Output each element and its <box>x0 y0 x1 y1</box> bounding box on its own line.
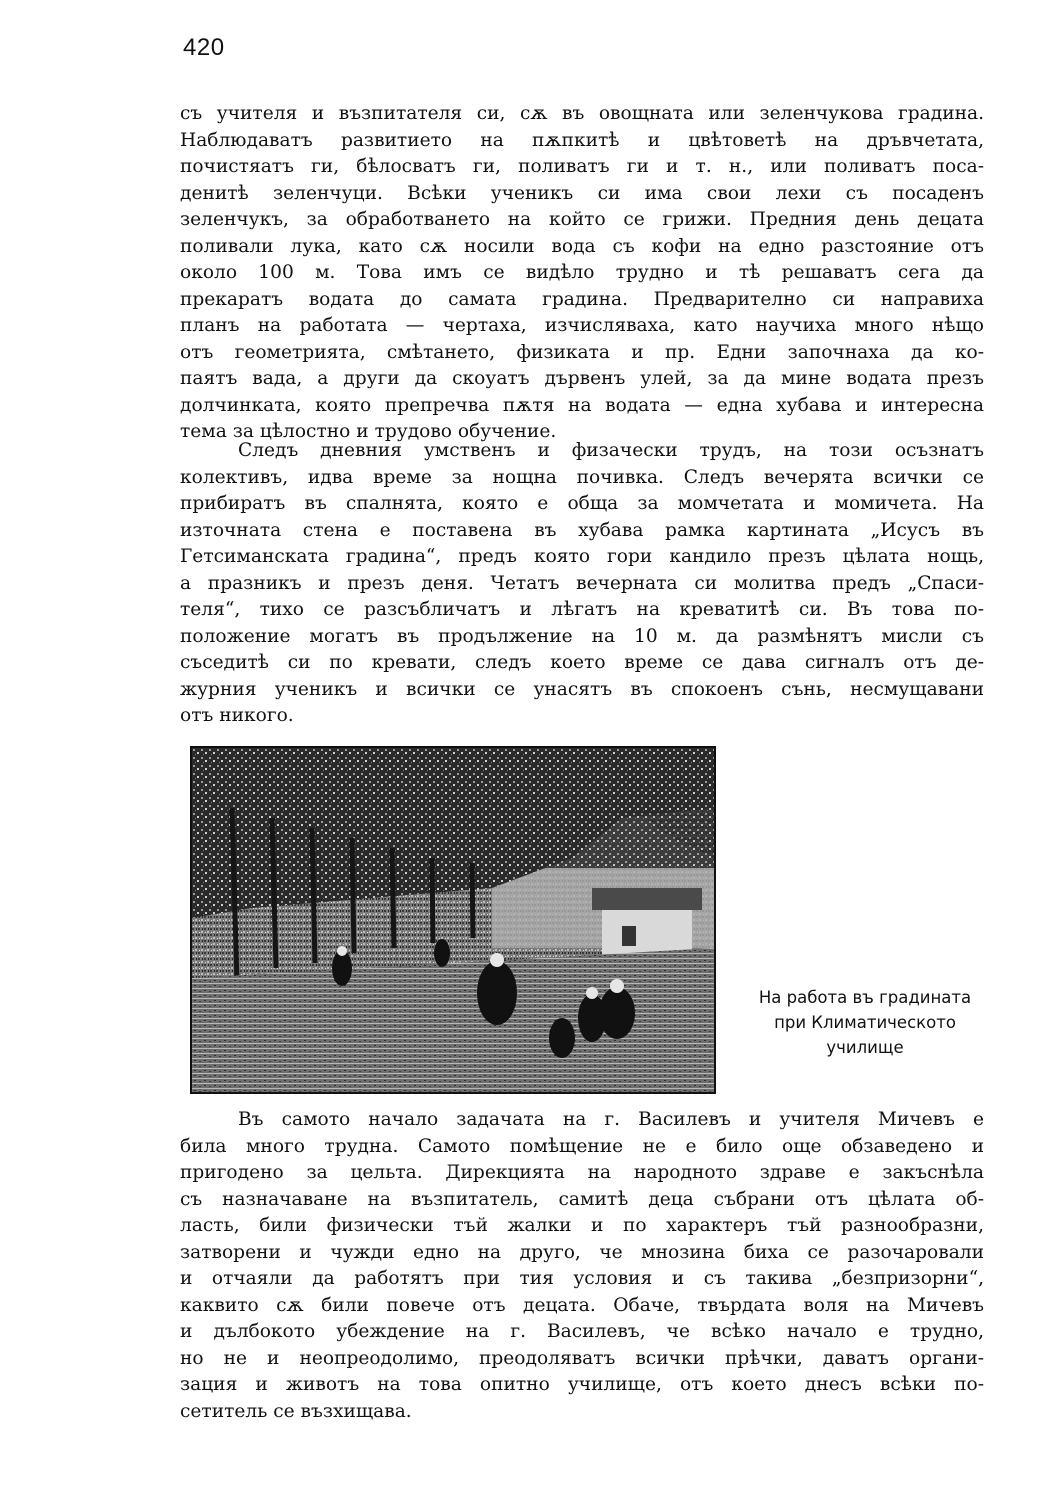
text-line: но не и неопреодолимо, преодоляватъ всички прѣчки, даватъ органи- <box>180 1347 984 1369</box>
paragraph-evening <box>180 438 984 730</box>
text-line: източната стена е поставена въ хубава рамка картината „Исусъ въ <box>180 519 984 541</box>
text-line: зация и животъ на това опитно училище, отъ което днесъ всѣки по- <box>180 1374 984 1395</box>
caption-line: при Климатическото <box>774 1013 956 1032</box>
text-line: зеленчукъ, за обработването на който се грижи. Предния день децата <box>180 209 984 230</box>
photo-caption <box>730 985 1000 1060</box>
text-line: прибиратъ въ спалнята, която е обща за момчетата и момичета. На <box>180 493 984 514</box>
text-line: съседитѣ си по кревати, следъ което време се дава сигналъ отъ де- <box>180 652 984 673</box>
text-line: ласть, били физически тъй жалки и по характеръ тъй разнообразни, <box>180 1215 984 1236</box>
text-line: тема за цѣлостно и трудово обучение. <box>180 421 557 442</box>
text-line: съ учителя и възпитателя си, сѫ въ овощната или зеленчукова градина. <box>180 103 984 124</box>
text-line: а празникъ и презъ деня. Четатъ вечерната си молитва предъ „Спаси- <box>180 572 984 594</box>
caption-line: На работа въ градината <box>758 988 972 1007</box>
page-number: 420 <box>183 34 225 61</box>
paragraph-beginning <box>180 1107 984 1425</box>
text-line: каквито сѫ били повече отъ децата. Обаче, твърдата воля на Мичевъ <box>180 1294 984 1316</box>
text-line: Гетсиманската градина“, предъ която гори кандило презъ цѣлата нощь, <box>180 546 984 567</box>
garden-photo <box>190 746 716 1094</box>
text-line: положение могатъ въ продължение на 10 м. да размѣнятъ мисли съ <box>180 625 984 647</box>
text-line: затворени и чужди едно на друго, че мнозина биха се разочаровали <box>180 1241 984 1263</box>
text-line: пригодено за цельта. Дирекцията на народното здраве е закъснѣла <box>180 1162 984 1183</box>
text-line: прекаратъ водата до самата градина. Предварително си направиха <box>180 288 984 310</box>
paragraph-garden-work <box>180 101 984 446</box>
caption-line: училище <box>826 1038 904 1057</box>
text-line: Въ самото начало задачата на г. Василевъ и учителя Мичевъ е <box>238 1109 984 1130</box>
text-line: сетитель се възхищава. <box>180 1400 412 1422</box>
text-line: колективъ, идва време за нощна почивка. Следъ вечерята всички се <box>180 466 984 488</box>
text-line: журния ученикъ и всички се унасятъ въ спокоенъ сънь, несмущавани <box>180 678 984 700</box>
text-line: около 100 м. Това имъ се видѣло трудно и тѣ решаватъ сега да <box>180 262 984 283</box>
text-line: долчинката, която препречва пѫтя на водата — една хубава и интересна <box>180 394 984 416</box>
text-line: теля“, тихо се разсъбличатъ и лѣгатъ на креватитѣ си. Въ това по- <box>180 599 984 620</box>
text-line: съ назначаване на възпитатель, самитѣ деца събрани отъ цѣлата об- <box>180 1188 984 1210</box>
text-line: била много трудна. Самото помѣщение не е било още обзаведено и <box>180 1135 984 1157</box>
text-line: отъ геометрията, смѣтането, физиката и пр. Едни започнаха да ко- <box>180 341 984 363</box>
text-line: Следъ дневния умственъ и физачески трудъ, на този осъзнатъ <box>238 440 984 461</box>
text-line: поливали лука, като сѫ носили вода съ кофи на едно разстояние отъ <box>180 235 984 257</box>
text-line: и дълбокото убеждение на г. Василевъ, че всѣко начало е трудно, <box>180 1321 984 1342</box>
text-line: денитѣ зеленчуци. Всѣки ученикъ си има свои лехи съ посаденъ <box>180 182 984 204</box>
text-line: отъ никого. <box>180 705 294 726</box>
garden-photo-drawing <box>192 748 714 1092</box>
text-line: планъ на работата — чертаха, изчисляваха, като научиха много нѣщо <box>180 315 984 336</box>
text-line: почистяатъ ги, бѣлосватъ ги, поливатъ ги и т. н., или поливатъ поса- <box>180 156 984 177</box>
text-line: Наблюдаватъ развитието на пѫпкитѣ и цвѣтоветѣ на дръвчетата, <box>180 129 984 151</box>
text-line: паятъ вада, а други да скоуатъ дървенъ улей, за да мине водата презъ <box>180 368 984 389</box>
text-line: и отчаяли да работятъ при тия условия и съ такива „безпризорни“, <box>180 1268 984 1289</box>
